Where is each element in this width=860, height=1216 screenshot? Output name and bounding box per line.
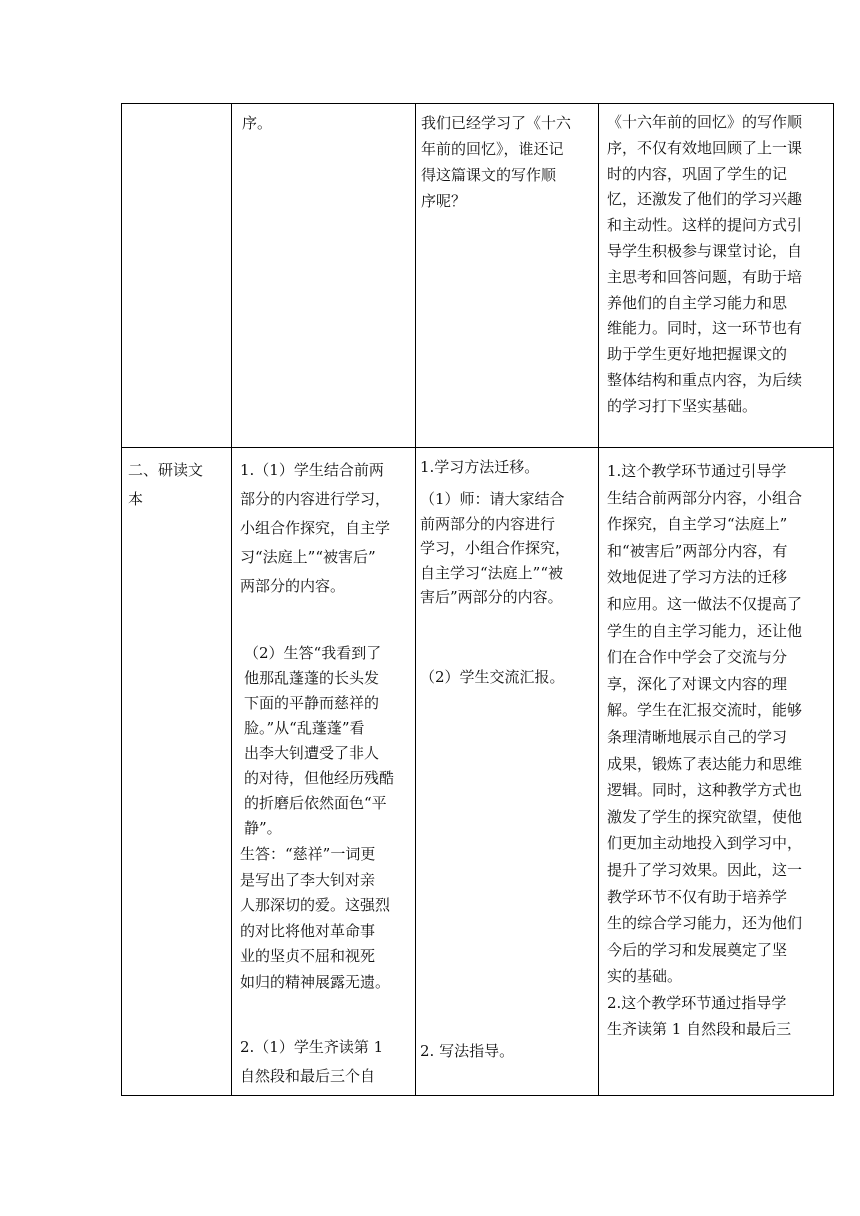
text-line: 条理清晰地展示自己的学习: [607, 727, 788, 746]
student-step-1: [240, 456, 390, 601]
text-line: 提升了学习效果。因此，这一: [607, 860, 803, 879]
teacher-step-1-report: [420, 664, 565, 690]
stage-cell: [122, 448, 232, 1096]
text-line: 和应用。这一做法不仅提高了: [607, 594, 803, 613]
text-line: 整体结构和重点内容，为后续: [607, 370, 803, 389]
text-line: 教学环节不仅有助于培养学: [607, 887, 788, 906]
text-line: 生的综合学习能力，还为他们: [607, 914, 803, 933]
teacher-step-1-detail: [420, 487, 570, 610]
text-line: 序。: [242, 114, 273, 132]
text-line: 他那乱蓬蓬的长头发: [244, 669, 380, 687]
text-line: 前两部分的内容进行: [420, 514, 556, 533]
student-activity-text: [242, 110, 272, 136]
text-line: 我们已经学习了《十六: [421, 114, 572, 132]
teacher-step-1-title: [420, 454, 539, 480]
text-line: 激发了学生的探究欲望，使他: [607, 807, 803, 826]
text-line: 的学习打下坚实基础。: [607, 396, 758, 415]
text-line: 2.这个教学环节通过指导学: [607, 993, 787, 1012]
text-line: 们更加主动地投入到学习中，: [607, 834, 803, 853]
text-line: 1.学习方法迁移。: [420, 458, 540, 476]
text-line: 的对比将他对革命事: [240, 921, 376, 940]
design-intent-text: [607, 458, 802, 1043]
student-activity-cell: [232, 448, 416, 1096]
text-line: 下面的平静而慈祥的: [244, 694, 380, 712]
student-answer-1: [244, 641, 394, 841]
lesson-plan-table: [121, 103, 834, 1096]
text-line: 学生的自主学习能力，还让他: [607, 621, 803, 640]
text-line: 出李大钊遭受了非人: [244, 744, 380, 762]
text-line: 和“被害后”两部分内容，有: [607, 541, 788, 560]
text-line: 忆，还激发了他们的学习兴趣: [607, 190, 803, 209]
text-line: 1.这个教学环节通过引导学: [607, 462, 787, 480]
text-line: 助于学生更好地把握课文的: [607, 345, 788, 364]
text-line: 效地促进了学习方法的迁移: [607, 568, 788, 587]
text-line: 导学生积极参与课堂讨论，自: [607, 241, 803, 260]
text-line: 得这篇课文的写作顺: [421, 166, 557, 184]
text-line: 主思考和回答问题，有助于培: [607, 267, 803, 286]
text-line: （2）学生交流汇报。: [420, 668, 565, 686]
teacher-activity-cell: [416, 104, 599, 448]
text-line: 时的内容，巩固了学生的记: [607, 164, 788, 183]
text-line: 如归的精神展露无遗。: [240, 972, 391, 991]
table-row: [122, 448, 834, 1096]
text-line: 1.（1）学生结合前两: [240, 461, 384, 479]
text-line: 生齐读第 1 自然段和最后三: [607, 1020, 792, 1039]
text-line: 的折磨后依然面色“平: [244, 794, 387, 812]
text-line: 是写出了李大钊对亲: [240, 870, 376, 889]
design-intent-cell: [599, 448, 834, 1096]
text-line: 2.（1）学生齐读第 1: [240, 1038, 384, 1056]
text-line: 生答：“慈祥”一词更: [240, 845, 376, 863]
teacher-activity-cell: [416, 448, 599, 1096]
text-line: 成果，锻炼了表达能力和思维: [607, 754, 803, 773]
text-line: 年前的回忆》，谁还记: [421, 140, 564, 158]
student-activity-cell: [232, 104, 416, 448]
text-line: 脸。”从“乱蓬蓬”看: [244, 719, 365, 737]
text-line: 2. 写法指导。: [420, 1042, 515, 1060]
stage-title: [128, 456, 203, 514]
text-line: 解。学生在汇报交流时，能够: [607, 701, 803, 720]
table-row: [122, 104, 834, 448]
text-line: 今后的学习和发展奠定了坚: [607, 940, 788, 959]
text-line: 业的坚贞不屈和视死: [240, 947, 376, 965]
text-line: 害后”两部分的内容。: [420, 588, 563, 606]
text-line: 静”。: [244, 819, 282, 837]
design-intent-cell: [599, 104, 834, 448]
text-line: 序，不仅有效地回顾了上一课: [607, 138, 803, 157]
text-line: 生结合前两部分内容，小组合: [607, 488, 803, 507]
student-answer-2: [240, 842, 390, 995]
design-intent-text: [607, 110, 802, 420]
text-line: 二、研读文: [128, 461, 204, 479]
text-line: 人那深切的爱。这强烈: [240, 896, 391, 914]
text-line: 学习，小组合作探究，: [420, 539, 571, 557]
text-line: 维能力。同时，这一环节也有: [607, 319, 803, 338]
text-line: 自然段和最后三个自: [240, 1067, 376, 1085]
text-line: 和主动性。这样的提问方式引: [607, 216, 803, 235]
text-line: 实的基础。: [607, 967, 683, 986]
teacher-activity-text: [421, 110, 571, 214]
text-line: 部分的内容进行学习，: [240, 490, 391, 508]
text-line: 们在合作中学会了交流与分: [607, 648, 788, 667]
student-step-2: [240, 1033, 383, 1091]
text-line: 习“法庭上”“被害后”: [240, 548, 376, 566]
teacher-step-2-title: [420, 1038, 514, 1064]
text-line: （2）生答“我看到了: [244, 644, 382, 662]
text-line: 两部分的内容。: [240, 577, 346, 595]
text-line: 作探究，自主学习“法庭上”: [607, 515, 788, 534]
text-line: （1）师：请大家结合: [420, 490, 565, 508]
text-line: 自主学习“法庭上”“被: [420, 563, 564, 582]
text-line: 本: [128, 490, 144, 508]
text-line: 养他们的自主学习能力和思: [607, 293, 788, 312]
text-line: 逻辑。同时，这种教学方式也: [607, 781, 803, 800]
text-line: 序呢？: [421, 192, 467, 210]
stage-cell: [122, 104, 232, 448]
text-line: 《十六年前的回忆》的写作顺: [607, 113, 803, 131]
text-line: 的对待，但他经历残酷: [244, 769, 395, 787]
text-line: 小组合作探究，自主学: [240, 519, 391, 537]
text-line: 享，深化了对课文内容的理: [607, 674, 788, 693]
